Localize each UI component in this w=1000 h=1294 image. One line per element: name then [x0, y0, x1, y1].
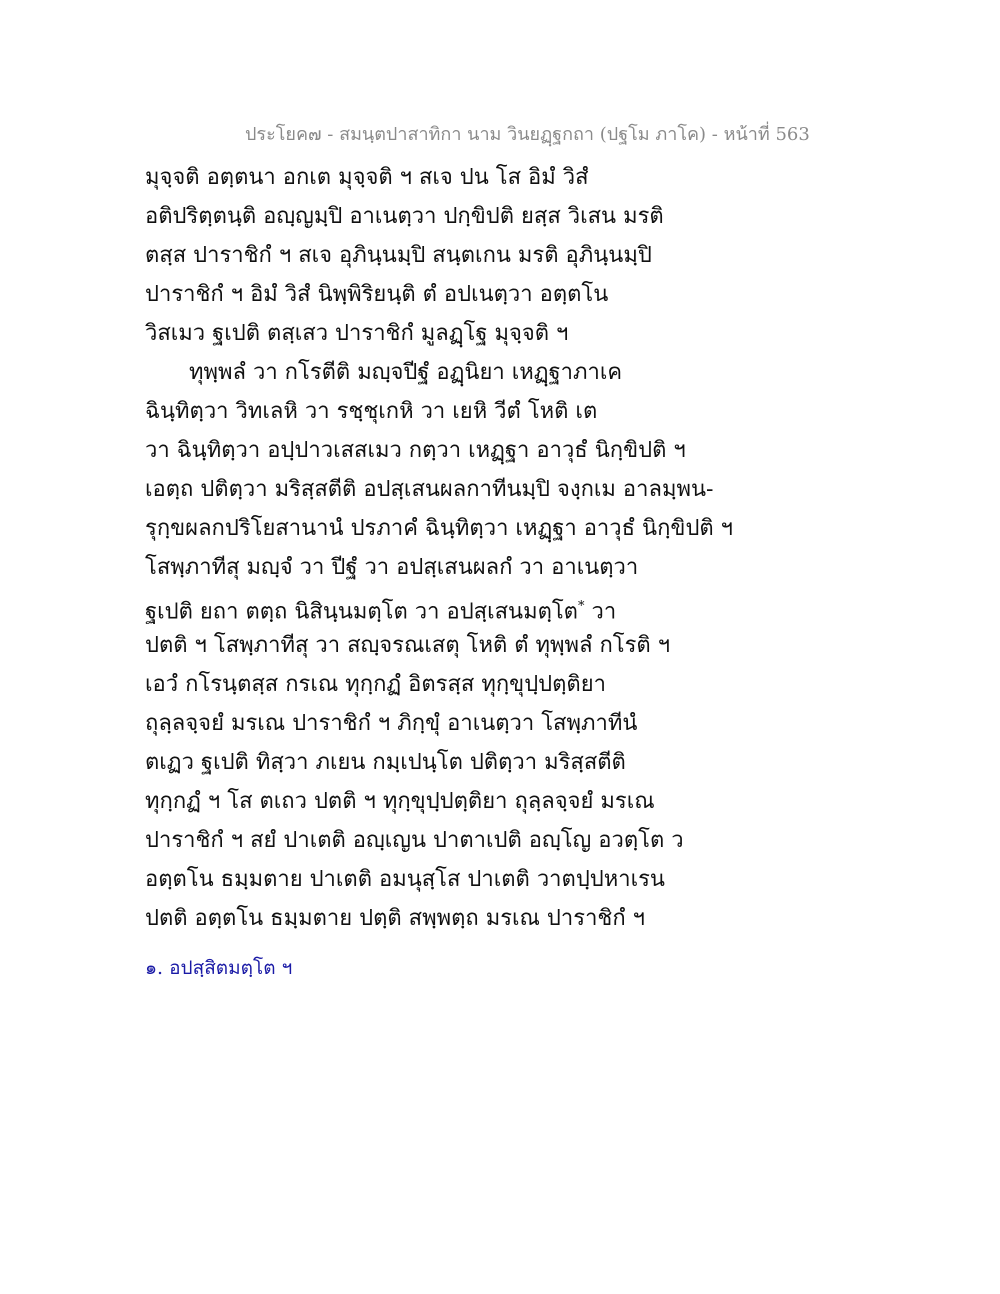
page-header: ประโยค๗ - สมนฺตปาสาทิกา นาม วินยฏฺฐกถา (ปฐโม ภาโค) - หน้าที่ 563: [245, 124, 810, 145]
text-line: วา ฉินฺทิตฺวา อปฺปาวเสสเมว กตฺวา เหฏฺฐา อาวุธํ นิกฺขิปติ ฯ: [145, 438, 686, 463]
body-text: [145, 158, 734, 938]
text-line: อติปริตฺตนฺติ อญฺญมฺปิ อาเนตฺวา ปกฺขิปติ ยสฺส วิเสน มรติ: [145, 204, 664, 229]
footnote-marker: *: [577, 599, 585, 614]
text-line: ปตติ อตฺตโน ธมฺมตาย ปตฺติ สพฺพตฺถ มรเณ ปาราชิกํ ฯ: [145, 906, 646, 931]
footnote: ๑. อปสฺสิตมตฺโต ฯ: [145, 957, 293, 979]
text-line: โสพฺภาทีสุ มญฺจํ วา ปีฐํ วา อปสฺเสนผลกํ วา อาเนตฺวา: [145, 555, 639, 580]
text-line-with-footnote: ฐเปติ ยถา ตตฺถ นิสินฺนมตฺโต วา อปสฺเสนมตฺโต* วา: [145, 599, 617, 625]
text-line: มุจฺจติ อตฺตนา อกเต มุจฺจติ ฯ สเจ ปน โส อิมํ วิสํ: [145, 165, 589, 190]
text-line: ตสฺส ปาราชิกํ ฯ สเจ อุภินฺนมฺปิ สนฺตเกน มรติ อุภินฺนมฺปิ: [145, 243, 652, 268]
text-line: ถุลฺลจฺจยํ มรเณ ปาราชิกํ ฯ ภิกฺขุํ อาเนตฺวา โสพฺภาทีนํ: [145, 711, 638, 736]
text-line: ปาราชิกํ ฯ สยํ ปาเตติ อญฺเญน ปาตาเปติ อญฺโญ อวตฺโต ว: [145, 828, 684, 853]
text-line: เอวํ กโรนฺตสฺส กรเณ ทุกฺกฏํ อิตรสฺส ทุกฺขุปฺปตฺติยา: [145, 672, 606, 697]
text-line: อตฺตโน ธมฺมตาย ปาเตติ อมนุสฺโส ปาเตติ วาตปฺปหาเรน: [145, 867, 665, 892]
text-line: รุกฺขผลกปริโยสานานํ ปรภาคํ ฉินฺทิตฺวา เหฏฺฐา อาวุธํ นิกฺขิปติ ฯ: [145, 516, 734, 541]
text-line: เอตฺถ ปติตฺวา มริสฺสตีติ อปสฺเสนผลกาทีนมฺปิ จงฺกเม อาลมฺพน-: [145, 477, 714, 502]
paragraph-start-line: ทุพฺพลํ วา กโรตีติ มญฺจปีฐํ อฏฺนิยา เหฏฺฐาภาเค: [189, 360, 623, 385]
text-line: ฉินฺทิตฺวา วิทเลหิ วา รชฺชุเกหิ วา เยหิ วีตํ โหติ เต: [145, 399, 598, 424]
text-line: ปาราชิกํ ฯ อิมํ วิสํ นิพฺพิริยนฺติ ตํ อปเนตฺวา อตฺตโน: [145, 282, 609, 307]
text-line: วิสเมว ฐเปติ ตสฺเสว ปาราชิกํ มูลฏฺโฐ มุจฺจติ ฯ: [145, 321, 569, 346]
text-line: ตเฏว ฐเปติ ทิสฺวา ภเยน กมฺเปนฺโต ปติตฺวา มริสฺสตีติ: [145, 750, 626, 775]
text-line: ทุกฺกฏํ ฯ โส ตเถว ปตติ ฯ ทุกฺขุปฺปตฺติยา ถุลฺลจฺจยํ มรเณ: [145, 789, 655, 814]
text-line: ปตติ ฯ โสพฺภาทีสุ วา สญฺจรณเสตุ โหติ ตํ ทุพฺพลํ กโรติ ฯ: [145, 633, 671, 658]
